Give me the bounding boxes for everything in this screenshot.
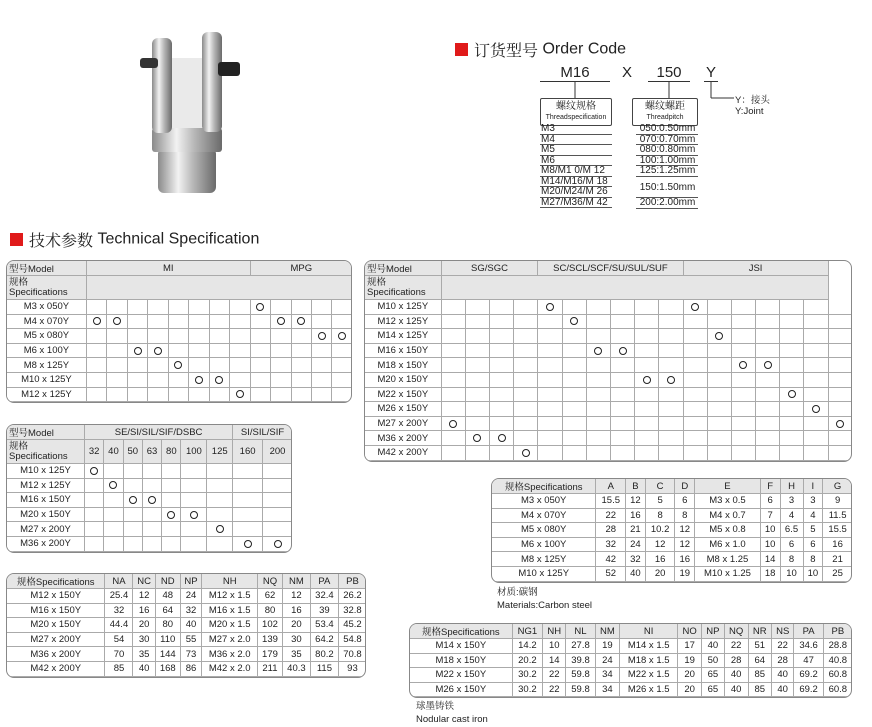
table-row: M20 x 150Y <box>365 373 852 388</box>
table-row: M27 x 200Y <box>365 417 852 432</box>
table-row: M36 x 200Y 70 35 144 73 M36 x 2.0 179 35 80.2 70.8 <box>7 647 366 662</box>
order-code-heading: 订货型号 Order Code <box>455 38 626 61</box>
code-y: Y <box>705 64 716 81</box>
table-row: M20 x 150Y <box>7 508 292 523</box>
circle-mark-icon <box>297 317 305 325</box>
circle-mark-icon <box>594 347 602 355</box>
material-note-carbon: 材质:碳钢 Materials:Carbon steel <box>497 587 593 611</box>
circle-mark-icon <box>643 376 651 384</box>
circle-mark-icon <box>167 511 175 519</box>
table-row: M14 x 150Y 14.2 10 27.8 19 M14 x 1.5 17 40 22 51 22 34.6 28.8 <box>410 639 852 654</box>
table-row: M10 x 125Y <box>365 300 852 315</box>
circle-mark-icon <box>691 303 699 311</box>
circle-mark-icon <box>449 420 457 428</box>
table-row: M20 x 150Y 44.4 20 80 40 M20 x 1.5 102 20 53.4 45.2 <box>7 618 366 633</box>
table-row: M22 x 150Y 30.2 22 59.8 34 M22 x 1.5 20 65 40 85 40 69.2 60.8 <box>410 668 852 683</box>
table-dimensions-ng <box>409 623 852 698</box>
bullet-icon <box>455 43 468 56</box>
table-se-si: 型号Model SE/SI/SIL/SIF/DSBC SI/SIL/SIF 规格 Specifications 32 40 50 63 80 100 125 160 200 M10 x 125Y M12 x 125Y M16 x 150Y M20 x 150Y M27 x 200Y M36 x 200Y <box>6 424 292 553</box>
table-row: M42 x 200Y 85 40 168 86 M42 x 2.0 211 40.3 115 93 <box>7 662 366 677</box>
code-thread: M16 <box>540 64 610 82</box>
bullet-icon <box>10 233 23 246</box>
circle-mark-icon <box>546 303 554 311</box>
table-row: M12 x 125Y <box>7 479 292 494</box>
y-note: Y：接头 Y:Joint <box>735 95 770 117</box>
circle-mark-icon <box>570 317 578 325</box>
circle-mark-icon <box>318 332 326 340</box>
material-note-nodular: 球墨铸铁 Nodular cast iron <box>416 701 488 725</box>
table-row: M10 x 125Y <box>7 464 292 479</box>
pitch-list: 050:0.50mm 070:0.70mm 080:0.80mm 100:1.00mm 125:1.25mm 150:1.50mm 200:2.00mm <box>636 124 698 209</box>
circle-mark-icon <box>154 347 162 355</box>
circle-mark-icon <box>148 496 156 504</box>
table-sg-sc-jsi: 型号Model SG/SGC SC/SCL/SCF/SU/SUL/SUF JSI 规格 Specifications M10 x 125Y M12 x 125Y M14 x 125Y M16 x 150Y M18 x 150Y M20 x 150Y M22 x 150Y M26 x 150Y M27 x 200Y M36 x 200Y M42 x 200Y <box>364 260 852 462</box>
thread-spec-box: 螺纹规格 Threadspecification <box>540 98 612 126</box>
table-header-row: 规格Specifications NA NC ND NP NH NQ NM PA PB <box>7 574 366 589</box>
circle-mark-icon <box>195 376 203 384</box>
table-row: M10 x 125Y 52 40 20 19 M10 x 1.25 18 10 10 25 <box>492 567 852 582</box>
tech-spec-heading: 技术参数 Technical Specification <box>10 228 259 251</box>
code-x: X <box>622 64 633 81</box>
circle-mark-icon <box>274 540 282 548</box>
table-row: M3 x 050Y <box>7 300 352 315</box>
circle-mark-icon <box>836 420 844 428</box>
table-row: M5 x 080Y <box>7 329 352 344</box>
circle-mark-icon <box>236 390 244 398</box>
table-row: M4 x 070Y <box>7 315 352 330</box>
table-row: M8 x 125Y 42 32 16 16 M8 x 1.25 14 8 8 21 <box>492 552 852 567</box>
table-row: M3 x 050Y 15.5 12 5 6 M3 x 0.5 6 3 3 9 <box>492 494 852 509</box>
circle-mark-icon <box>812 405 820 413</box>
circle-mark-icon <box>498 434 506 442</box>
product-photo <box>130 18 250 198</box>
circle-mark-icon <box>90 467 98 475</box>
table-row: M6 x 100Y 32 24 12 12 M6 x 1.0 10 6 6 16 <box>492 538 852 553</box>
table-row: M12 x 150Y 25.4 12 48 24 M12 x 1.5 62 12 32.4 26.2 <box>7 589 366 604</box>
circle-mark-icon <box>764 361 772 369</box>
circle-mark-icon <box>473 434 481 442</box>
table-mi-mpg: 型号Model MI MPG 规格 Specifications M3 x 050Y M4 x 070Y M5 x 080Y M6 x 100Y M8 x 125Y M10 x 125Y M12 x 125Y <box>6 260 352 403</box>
table-row: M8 x 125Y <box>7 358 352 373</box>
circle-mark-icon <box>277 317 285 325</box>
table-row: M36 x 200Y <box>7 537 292 552</box>
table-row: M18 x 150Y 20.2 14 39.8 24 M18 x 1.5 19 50 28 64 28 47 40.8 <box>410 654 852 669</box>
circle-mark-icon <box>215 376 223 384</box>
table-row: M42 x 200Y <box>365 446 852 461</box>
circle-mark-icon <box>129 496 137 504</box>
table-row: M5 x 080Y 28 21 10.2 12 M5 x 0.8 10 6.5 5 15.5 <box>492 523 852 538</box>
thread-pitch-box: 螺纹螺距 Threadpitch <box>632 98 698 126</box>
table-header-row: 规格Specifications A B C D E F H I G <box>492 479 852 494</box>
circle-mark-icon <box>522 449 530 457</box>
code-pitch: 150 <box>648 64 690 82</box>
table-row: M36 x 200Y <box>365 431 852 446</box>
circle-mark-icon <box>338 332 346 340</box>
table-row: M27 x 200Y <box>7 522 292 537</box>
table-row: M6 x 100Y <box>7 344 352 359</box>
circle-mark-icon <box>109 481 117 489</box>
circle-mark-icon <box>619 347 627 355</box>
table-row: M18 x 150Y <box>365 358 852 373</box>
table-row: M27 x 200Y 54 30 110 55 M27 x 2.0 139 30 64.2 54.8 <box>7 633 366 648</box>
table-header-row: 规格Specifications NG1 NH NL NM NI NO NP NQ NR NS PA PB <box>410 624 852 639</box>
circle-mark-icon <box>113 317 121 325</box>
circle-mark-icon <box>715 332 723 340</box>
table-row: M22 x 150Y <box>365 388 852 403</box>
table-row: M26 x 150Y 30.2 22 59.8 34 M26 x 1.5 20 65 40 85 40 69.2 60.8 <box>410 683 852 698</box>
circle-mark-icon <box>788 390 796 398</box>
circle-mark-icon <box>667 376 675 384</box>
circle-mark-icon <box>739 361 747 369</box>
table-row: M12 x 125Y <box>7 388 352 403</box>
circle-mark-icon <box>216 525 224 533</box>
table-row: M4 x 070Y 22 16 8 8 M4 x 0.7 7 4 4 11.5 <box>492 509 852 524</box>
circle-mark-icon <box>190 511 198 519</box>
circle-mark-icon <box>174 361 182 369</box>
table-dimensions-na <box>6 573 366 678</box>
table-row: M16 x 150Y <box>7 493 292 508</box>
circle-mark-icon <box>134 347 142 355</box>
table-dimensions-ag <box>491 478 852 583</box>
circle-mark-icon <box>93 317 101 325</box>
circle-mark-icon <box>256 303 264 311</box>
circle-mark-icon <box>244 540 252 548</box>
table-row: M16 x 150Y <box>365 344 852 359</box>
table-row: M12 x 125Y <box>365 315 852 330</box>
table-row: M26 x 150Y <box>365 402 852 417</box>
table-row: M14 x 125Y <box>365 329 852 344</box>
thread-list: M3 M4 M5 M6 M8/M1 0/M 12 M14/M16/M 18 M20/M24/M 26 M27/M36/M 42 <box>540 124 612 208</box>
table-row: M10 x 125Y <box>7 373 352 388</box>
table-row: M16 x 150Y 32 16 64 32 M16 x 1.5 80 16 39 32.8 <box>7 604 366 619</box>
